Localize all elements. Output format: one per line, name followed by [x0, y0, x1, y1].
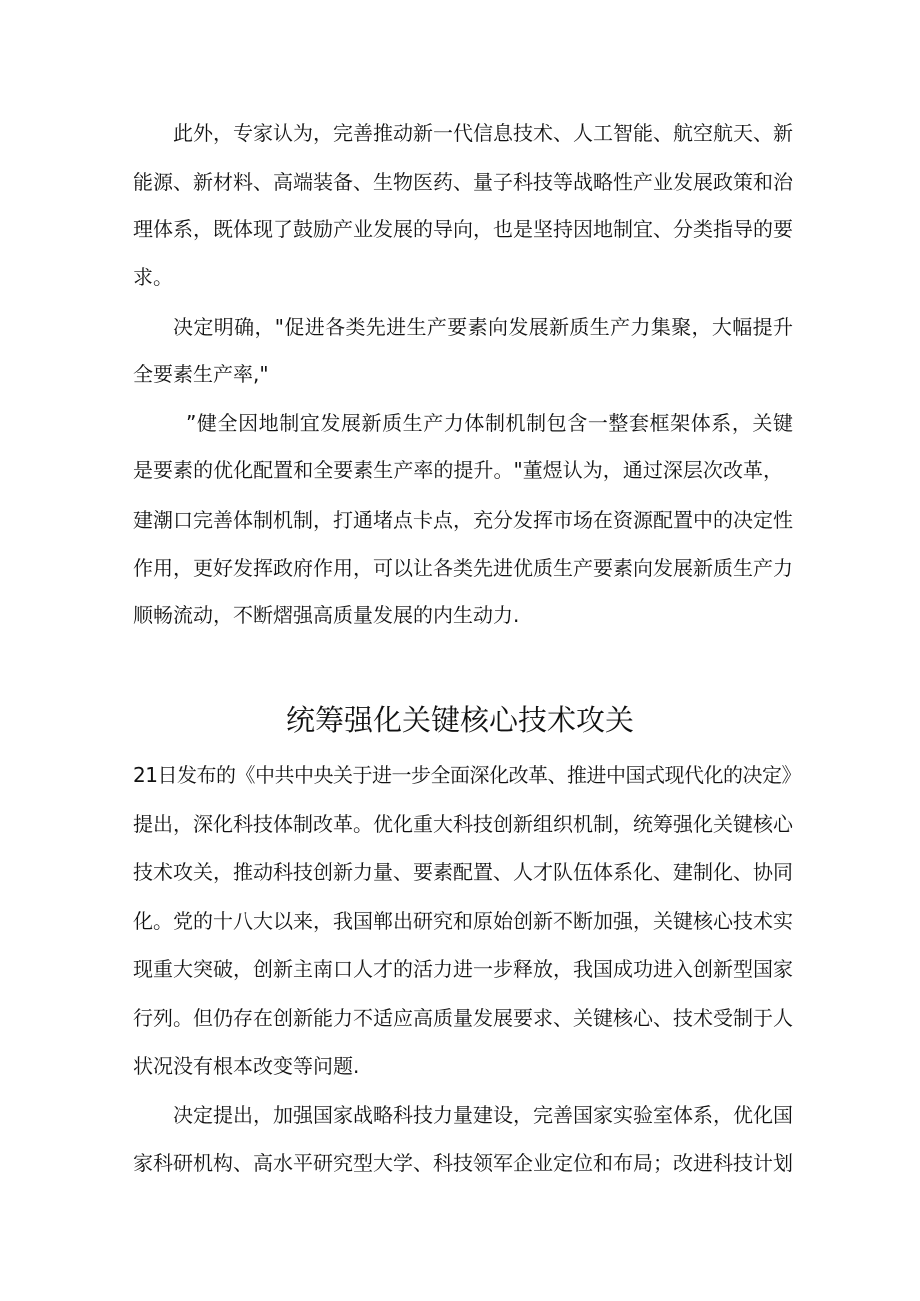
paragraph-3-line-4: 作用，更好发挥政府作用，可以让各类先进优质生产要素向发展新质生产力: [133, 556, 793, 580]
paragraph-3-line-5: 顺畅流动，不断熠强高质量发展的内生动力.: [133, 603, 520, 627]
section-heading: 统筹强化关键核心技术攻关: [285, 703, 634, 737]
paragraph-3-line-1: ”健全因地制宜发展新质生产力体制机制包含一整套框架体系，关键: [186, 411, 793, 435]
paragraph-2-line-2: 全要素生产率,": [133, 362, 269, 386]
section-paragraph-2-line-2: 家科研机构、高水平研究型大学、科技领军企业定位和布局；改进科技计划: [133, 1151, 793, 1175]
paragraph-3-line-2: 是要素的优化配置和全要素生产率的提升。"董煜认为，通过深层次改革，: [133, 458, 783, 482]
section-paragraph-1-line-7: 状况没有根本改变等问题.: [133, 1054, 360, 1078]
section-paragraph-2-line-1: 决定提出，加强国家战略科技力量建设，完善国家实验室体系，优化国: [173, 1103, 793, 1127]
paragraph-3-line-3: 建潮口完善体制机制，打通堵点卡点，充分发挥市场在资源配置中的决定性: [133, 508, 793, 532]
section-paragraph-1-line-4: 化。党的十八大以来，我国郸出研究和原始创新不断加强，关键核心技术实: [133, 909, 793, 933]
paragraph-2-line-1: 决定明确，"促进各类先进生产要素向发展新质生产力集聚，大幅提升: [173, 315, 793, 339]
section-paragraph-1-line-5: 现重大突破，创新主南口人才的活力进一步释放，我国成功进入创新型国家: [133, 957, 793, 981]
paragraph-1-line-2: 能源、新材料、高端装备、生物医药、量子科技等战略性产业发展政策和治: [133, 170, 793, 194]
section-paragraph-1-line-3: 技术攻关，推动科技创新力量、要素配置、人才队伍体系化、建制化、协同: [133, 860, 793, 884]
section-paragraph-1-line-1: 21日发布的《中共中央关于进一步全面深化改革、推进中国式现代化的决定》: [133, 763, 801, 787]
section-paragraph-1-line-6: 行列。但仍存在创新能力不适应高质量发展要求、关键核心、技术受制于人: [133, 1006, 793, 1030]
section-paragraph-1-line-2: 提出，深化科技体制改革。优化重大科技创新组织机制，统筹强化关键核心: [133, 812, 793, 836]
paragraph-1-line-1: 此外，专家认为，完善推动新一代信息技术、人工智能、航空航天、新: [173, 121, 793, 145]
paragraph-1-line-3: 理体系，既体现了鼓励产业发展的导向，也是坚持因地制宜、分类指导的要: [133, 217, 793, 241]
paragraph-1-line-4: 求。: [133, 265, 173, 289]
